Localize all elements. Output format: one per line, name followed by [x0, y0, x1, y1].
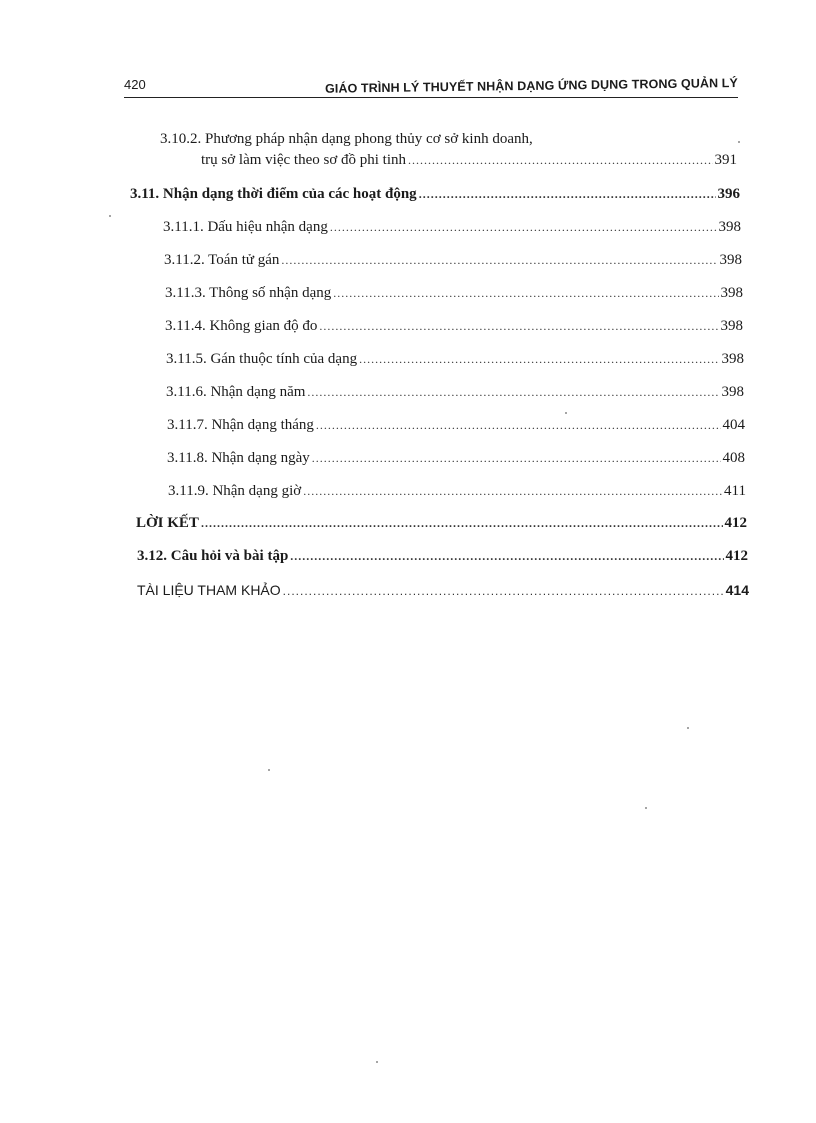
toc-entry-page: 398: [718, 219, 741, 235]
toc-entry-3-11-5: [166, 351, 744, 368]
page-header: [124, 73, 738, 98]
toc-entry-page: 391: [714, 152, 737, 168]
scan-speck: [687, 727, 689, 729]
dot-leader: [201, 516, 723, 531]
dot-leader: [419, 187, 716, 202]
scan-speck: [376, 1061, 378, 1063]
dot-leader: [316, 418, 721, 433]
toc-entry-page: 398: [721, 384, 744, 400]
dot-leader: [330, 220, 717, 235]
scan-speck: [565, 412, 567, 414]
toc-entry-3-11-6: [166, 384, 744, 401]
toc-entry-title: 3.11.9. Nhận dạng giờ: [168, 483, 302, 499]
toc-entry-page: 396: [717, 186, 740, 202]
toc-entry-page: 404: [722, 417, 745, 433]
toc-entry-title: 3.11. Nhận dạng thời điểm của các hoạt động: [130, 186, 417, 202]
toc-entry-page: 398: [720, 285, 743, 301]
toc-entry-page: 412: [725, 548, 748, 564]
scan-speck: [109, 215, 111, 217]
toc-entry-title: TÀI LIỆU THAM KHẢO: [137, 582, 281, 598]
toc-entry-page: 411: [724, 483, 746, 499]
toc-entry-loi-ket: [136, 515, 747, 532]
toc-entry-3-12: [137, 548, 748, 565]
dot-leader: [333, 286, 718, 301]
toc-entry-3-10-2: [201, 152, 737, 169]
dot-leader: [319, 319, 718, 334]
running-title: GIÁO TRÌNH LÝ THUYẾT NHẬN DẠNG ỨNG DỤNG TRONG QUẢN LÝ: [325, 76, 739, 96]
toc-entry-title: 3.12. Câu hỏi và bài tập: [137, 548, 289, 564]
toc-entry-title: 3.11.7. Nhận dạng tháng: [167, 417, 314, 433]
toc-entry-tai-lieu-tham-khao: [137, 582, 749, 598]
toc-entry-3-11-1: [163, 219, 741, 236]
toc-entry-title: LỜI KẾT: [136, 515, 199, 531]
toc-entry-page: 412: [724, 515, 747, 531]
toc-entry-3-11-4: [165, 318, 743, 335]
dot-leader: [281, 253, 717, 268]
scan-speck: [738, 141, 740, 143]
toc-entry-title: trụ sở làm việc theo sơ đồ phi tinh: [201, 152, 407, 168]
dot-leader: [312, 451, 721, 466]
toc-entry-3-11-7: [167, 417, 745, 434]
toc-entry-3-11-2: [164, 252, 742, 269]
dot-leader: [290, 549, 723, 564]
toc-entry-title: 3.11.3. Thông số nhận dạng: [165, 285, 332, 301]
toc-entry-title: 3.11.2. Toán tử gán: [164, 252, 280, 268]
toc-entry-3-11: [130, 186, 740, 203]
scan-speck: [268, 769, 270, 771]
toc-entry-page: 398: [719, 252, 742, 268]
toc-entry-page: 408: [722, 450, 745, 466]
scan-speck: [645, 807, 647, 809]
toc-entry-title: 3.11.8. Nhận dạng ngày: [167, 450, 310, 466]
toc-entry-page: 398: [720, 318, 743, 334]
dot-leader: [283, 584, 724, 598]
toc-entry-3-11-8: [167, 450, 745, 467]
toc-entry-3-11-9: [168, 483, 746, 500]
toc-entry-page: 398: [721, 351, 744, 367]
dot-leader: [303, 484, 722, 499]
dot-leader: [408, 153, 712, 168]
toc-entry-3-10-2-line1: 3.10.2. Phương pháp nhận dạng phong thủy cơ sở kinh doanh,: [160, 131, 533, 147]
toc-entry-title: 3.11.4. Không gian độ đo: [165, 318, 318, 334]
toc-entry-title: 3.11.1. Dấu hiệu nhận dạng: [163, 219, 328, 235]
toc-entry-3-11-3: [165, 285, 743, 302]
dot-leader: [359, 352, 719, 367]
dot-leader: [307, 385, 719, 400]
toc-entry-title: 3.11.6. Nhận dạng năm: [166, 384, 306, 400]
toc-entry-page: 414: [725, 582, 749, 598]
toc-entry-title: 3.11.5. Gán thuộc tính của dạng: [166, 351, 358, 367]
page-number: 420: [124, 77, 146, 92]
